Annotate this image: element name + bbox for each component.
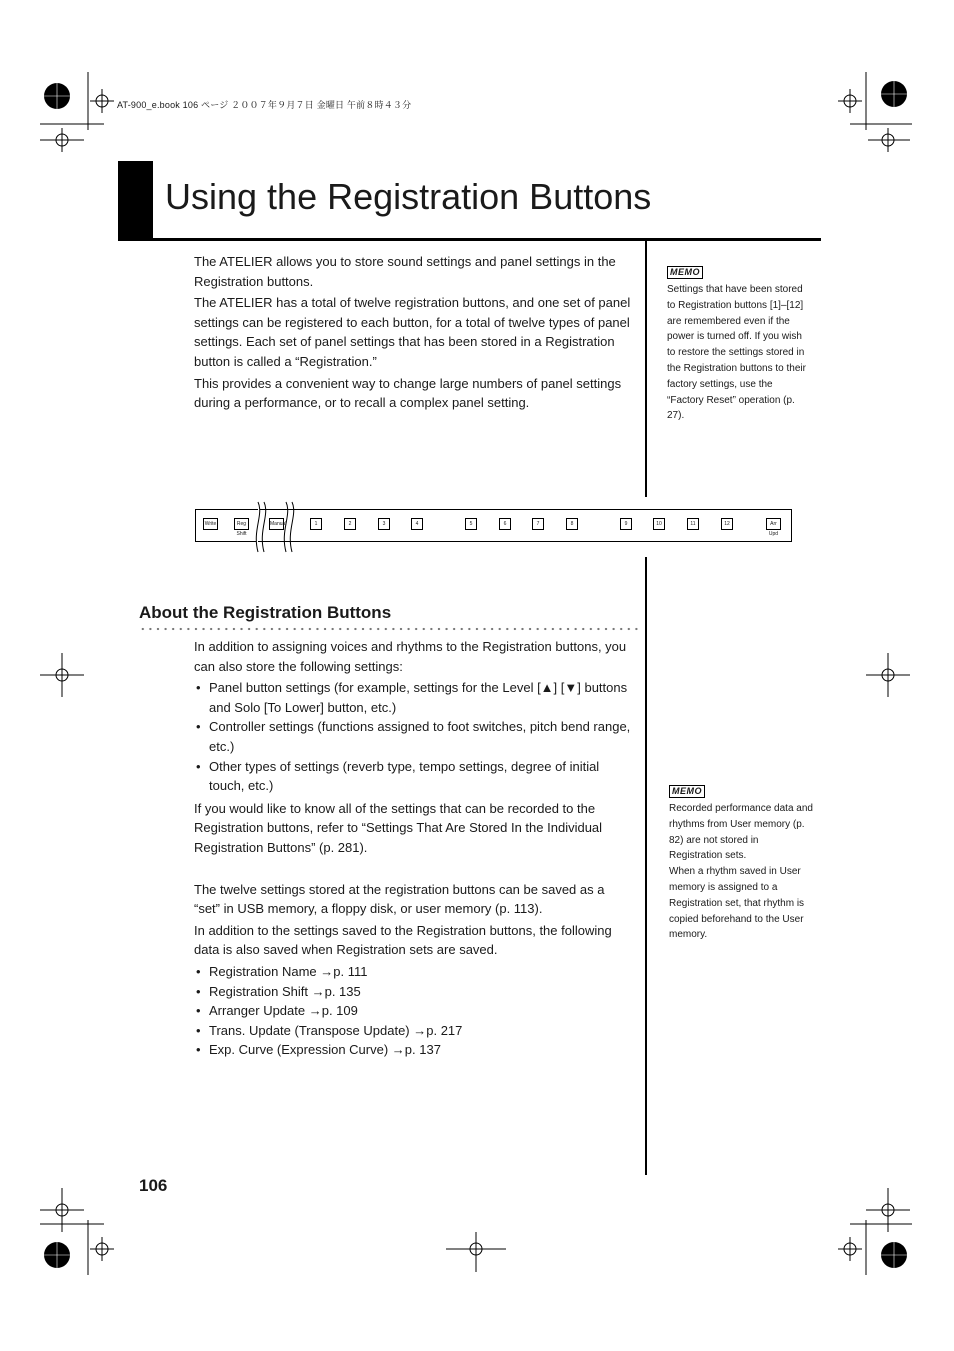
section-paragraph: In addition to assigning voices and rhythms to the Registration buttons, you can also store the following settings: [194,639,627,674]
list-item: • Exp. Curve (Expression Curve) →p. 137 [194,1040,634,1060]
settings-list [194,678,634,796]
section-paragraph: In addition to the settings saved to the Registration buttons, the following data is also saved when Registration sets are saved. [194,922,612,958]
title-rule [118,238,821,241]
write-button: Write [203,518,218,530]
section-body [194,637,634,1060]
registration-button: 7 [532,518,544,530]
section-paragraph: The twelve settings stored at the registration buttons can be saved as a “set” in USB memory, a floppy disk, or user memory (p. 113). [194,881,605,917]
registration-button: 11 [687,518,699,530]
list-item: • Trans. Update (Transpose Update) →p. 217 [194,1021,634,1041]
registration-button: 1 [310,518,322,530]
saved-data-list [194,962,634,1060]
registration-button: 12 [721,518,733,530]
print-header: AT-900_e.book 106 ページ ２００７年９月７日 金曜日 午前８時４３分 [117,100,412,110]
list-item: • Controller settings (functions assigned to foot switches, pitch bend range, etc.) [194,717,634,756]
registration-button: 2 [344,518,356,530]
section-dotted-rule [139,627,641,631]
list-item: • Registration Name →p. 111 [194,962,634,982]
intro-paragraph: The ATELIER has a total of twelve registration buttons, and one set of panel settings can be registered to each button, for a total of twelve types of panel settings. Each set of panel settings that has been stored in a Registration button is called a “Registration.” [194,295,631,369]
memo-icon: MEMO [667,266,703,279]
registration-button: 8 [566,518,578,530]
list-item: • Arranger Update →p. 109 [194,1001,634,1021]
registration-button: 10 [653,518,665,530]
memo-text: Settings that have been stored to Registration buttons [1]–[12] are remembered even if the power is turned off. If you wish to restore the settings stored in the Registration buttons to their factory settings, use the “Factory Reset” operation (p. 27). [667,284,806,422]
registration-button: 6 [499,518,511,530]
column-divider [645,557,647,1175]
memo-icon: MEMO [669,785,705,798]
memo-note [669,781,814,943]
registration-button: 5 [465,518,477,530]
section-heading: About the Registration Buttons [139,603,392,622]
page-number: 106 [139,1176,168,1195]
intro-paragraph: The ATELIER allows you to store sound settings and panel settings in the Registration buttons. [194,254,616,289]
title-block [118,161,153,240]
column-divider [645,241,647,497]
intro-text [194,252,634,415]
section-paragraph: If you would like to know all of the settings that can be recorded to the Registration buttons, refer to “Settings That Are Stored In the Individual Registration Buttons” (p. 281). [194,800,603,855]
memo-note [667,262,812,424]
reg-shift-button: Reg Shift [234,518,249,530]
page-title: Using the Registration Buttons [165,176,652,217]
registration-button: 9 [620,518,632,530]
list-item: • Registration Shift →p. 135 [194,982,634,1002]
arranger-update-button: Arr Upd [766,518,781,530]
memo-text: When a rhythm saved in User memory is assigned to a Registration set, that rhythm is copied beforehand to the User memory. [669,866,805,941]
registration-button: 3 [378,518,390,530]
manual-button: Manual [269,518,284,530]
registration-button: 4 [411,518,423,530]
memo-text: Recorded performance data and rhythms from User memory (p. 82) are not stored in Registration sets. [669,803,813,862]
list-item: • Panel button settings (for example, settings for the Level [▲] [▼] buttons and Solo [To Lower] button, etc.) [194,678,634,717]
panel-break-marks [250,500,300,555]
intro-paragraph: This provides a convenient way to change large numbers of panel settings during a performance, or to recall a complex panel setting. [194,375,622,411]
list-item: • Other types of settings (reverb type, tempo settings, degree of initial touch, etc.) [194,757,634,796]
